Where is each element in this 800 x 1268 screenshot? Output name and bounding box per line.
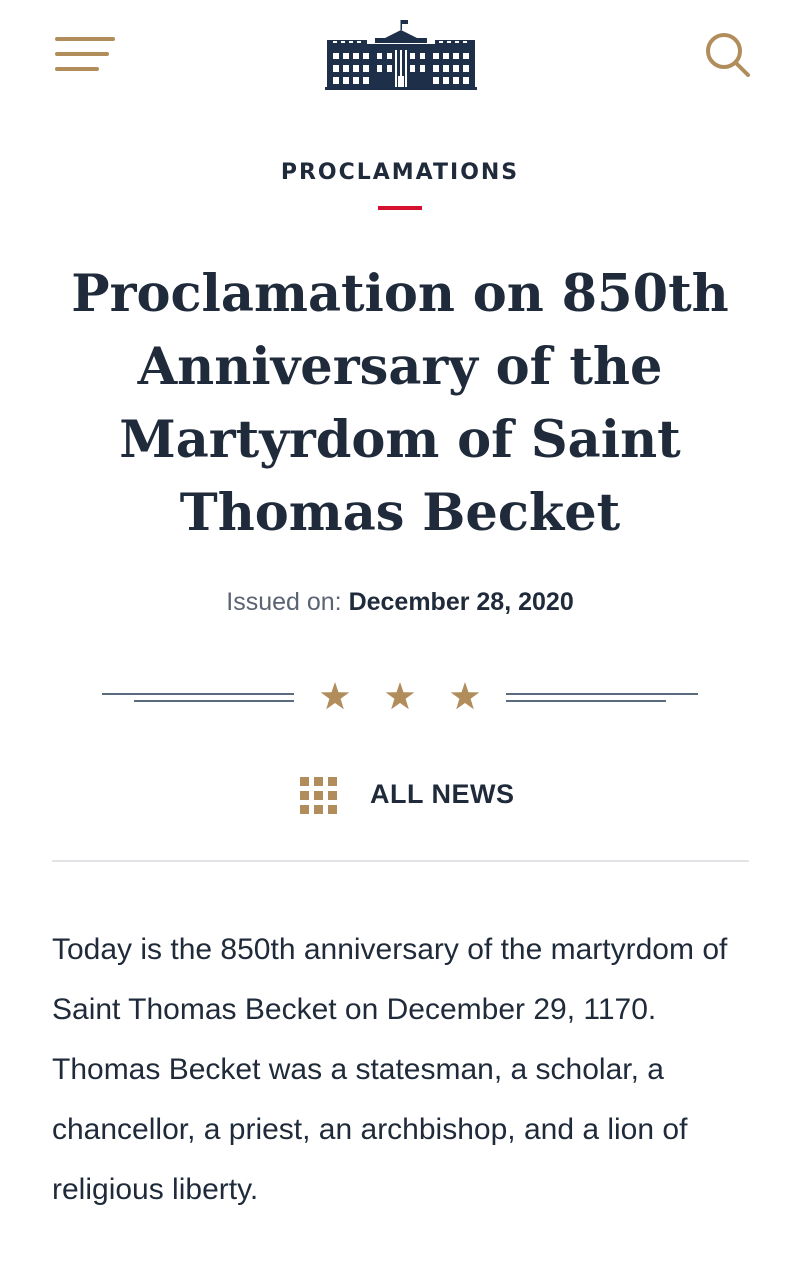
grid-icon: [298, 773, 340, 815]
article-body-paragraph: Today is the 850th anniversary of the martyrdom of Saint Thomas Becket on December 29, 1170. Thomas Becket was a statesman, a scholar, a chancellor, a priest, an archbishop, and a lion of religious liberty.: [52, 933, 728, 1206]
menu-button[interactable]: [50, 30, 122, 80]
issued-date: [0, 588, 800, 617]
search-icon: [700, 28, 756, 84]
category-label[interactable]: PROCLAMATIONS: [280, 160, 520, 185]
issued-label: Issued on:: [226, 588, 342, 616]
section-divider: [52, 860, 749, 862]
all-news-link[interactable]: [298, 770, 515, 818]
star-divider-graphic: [100, 670, 700, 726]
star-divider: [100, 670, 700, 726]
star-icon: [321, 682, 350, 709]
issued-date-value: December 28, 2020: [348, 588, 574, 616]
white-house-icon: [325, 18, 477, 92]
search-button[interactable]: [700, 28, 756, 84]
star-icon: [451, 682, 480, 709]
page-title: Proclamation on 850th Anniversary of the Martyrdom of Saint Thomas Becket: [71, 264, 729, 543]
category-underline: [378, 206, 422, 210]
site-header: [0, 0, 800, 110]
all-news-label: ALL NEWS: [370, 778, 515, 809]
star-icon: [386, 682, 415, 709]
white-house-logo[interactable]: [325, 18, 477, 92]
